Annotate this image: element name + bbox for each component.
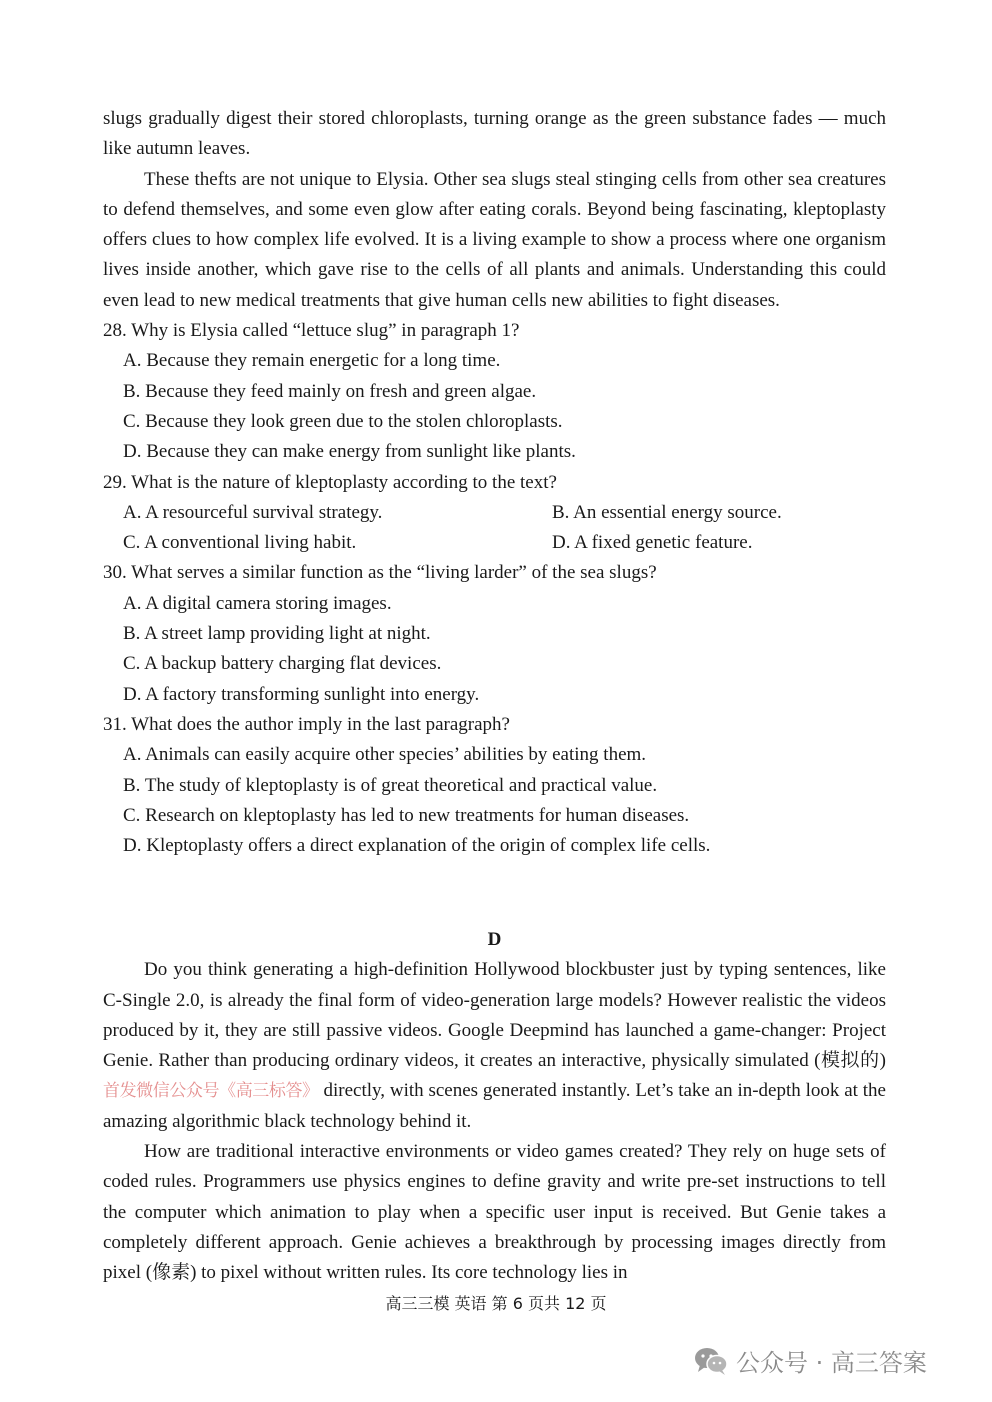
watermark-text: 首发微信公众号《高三标答》 xyxy=(103,1081,319,1102)
section-heading: D xyxy=(487,929,502,950)
question-28 xyxy=(103,316,886,467)
passage-text xyxy=(103,104,886,861)
option-d: D. A factory transforming sunlight into energy. xyxy=(123,683,480,705)
question-stem: 30. What serves a similar function as the “living larder” of the sea slugs? xyxy=(103,562,657,584)
option-row xyxy=(103,498,886,528)
question-stem: 29. What is the nature of kleptoplasty according to the text? xyxy=(103,471,557,493)
question-29 xyxy=(103,468,886,559)
passage-d-paragraph-2: How are traditional interactive environments or video games created? They rely on huge sets of coded rules. Programmers use physics engines to define gravity and write pre-set instructions to tell the computer which animation to play when a specific user input is received. But Genie takes a completely different approach. Genie achieves a breakthrough by processing images directly from pixel (像素) to pixel without written rules. Its core technology lies in xyxy=(103,1141,886,1284)
option-b: B. The study of kleptoplasty is of great theoretical and practical value. xyxy=(123,774,658,796)
passage-d xyxy=(103,925,886,1289)
page-footer: 高三三模 英语 第 6 页共 12 页 xyxy=(385,1294,607,1313)
brand-watermark xyxy=(694,1343,927,1378)
option-c: C. Because they look green due to the stolen chloroplasts. xyxy=(123,410,563,432)
passage-c-last-paragraph: These thefts are not unique to Elysia. Other sea slugs steal stinging cells from other sea creatures to defend themselves, and some even glow after eating corals. Beyond being fascinating, kleptoplasty offers clues to how complex life evolved. It is a living example to show a process where one organism lives inside another, which gave rise to the cells of all plants and animals. Understanding this could even lead to new medical treatments that give human cells new abilities to fight diseases. xyxy=(103,168,886,311)
option-d: D. Because they can make energy from sunlight like plants. xyxy=(123,441,576,463)
option-d: D. Kleptoplasty offers a direct explanation of the origin of complex life cells. xyxy=(123,835,711,857)
question-stem: 28. Why is Elysia called “lettuce slug” in paragraph 1? xyxy=(103,320,520,342)
question-stem: 31. What does the author imply in the last paragraph? xyxy=(103,713,510,735)
passage-c-paragraph-end: slugs gradually digest their stored chloroplasts, turning orange as the green substance fades — much like autumn leaves. xyxy=(103,108,886,160)
brand-text: 公众号 · 高三答案 xyxy=(736,1349,927,1377)
option-b: B. Because they feed mainly on fresh and green algae. xyxy=(123,380,537,402)
option-a: A. A digital camera storing images. xyxy=(123,592,392,614)
option-b: B. A street lamp providing light at night. xyxy=(123,623,431,645)
option-a: A. A resourceful survival strategy. xyxy=(123,501,383,523)
option-c: C. Research on kleptoplasty has led to new treatments for human diseases. xyxy=(123,804,690,826)
question-31 xyxy=(103,710,886,861)
option-c: C. A backup battery charging flat devices. xyxy=(123,653,442,675)
option-row xyxy=(103,528,886,558)
option-a: A. Animals can easily acquire other species’ abilities by eating them. xyxy=(123,744,647,766)
wechat-icon xyxy=(694,1347,728,1375)
option-c: C. A conventional living habit. xyxy=(123,532,357,554)
paragraph-text: Do you think generating a high-definition Hollywood blockbuster just by typing sentences, like C-Single 2.0, is already the final form of video-generation large models? However realistic the videos produced by it, they are still passive videos. Google Deepmind has launched a game-changer: Project Genie. Rather than producing ordinary videos, it creates an interactive, physically simulated (模拟的) xyxy=(103,959,886,1072)
option-a: A. Because they remain energetic for a long time. xyxy=(123,350,501,372)
option-b: B. An essential energy source. xyxy=(552,501,782,523)
option-d: D. A fixed genetic feature. xyxy=(552,532,753,554)
passage-d-paragraph-1 xyxy=(103,955,886,1137)
paragraph-text: directly, with scenes generated instantly. Let’s take an in-depth look at the amazing algorithmic black technology behind it. xyxy=(103,1080,886,1132)
question-30 xyxy=(103,558,886,709)
